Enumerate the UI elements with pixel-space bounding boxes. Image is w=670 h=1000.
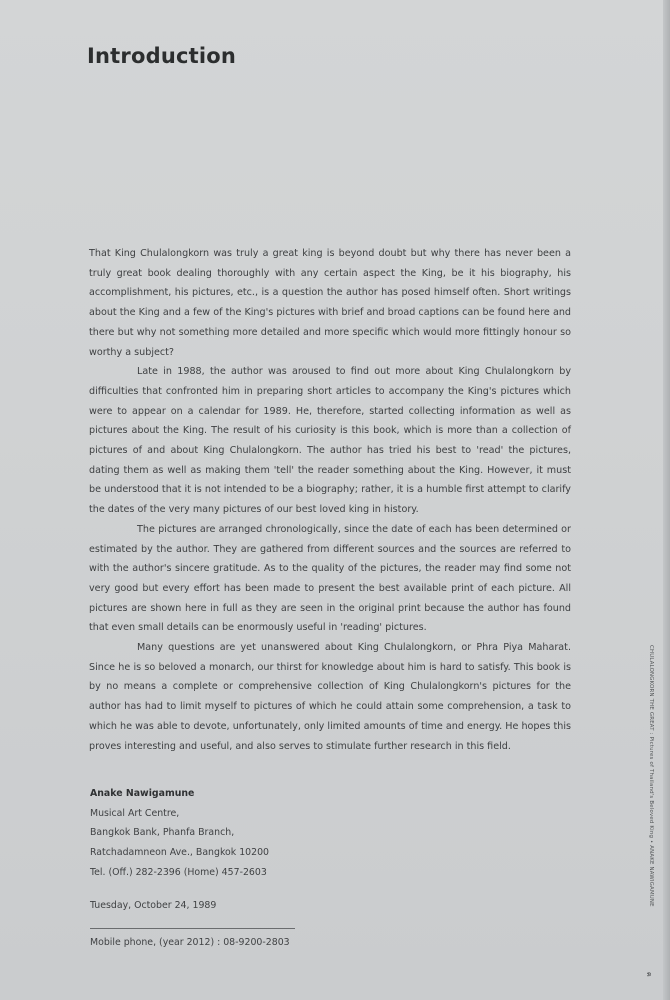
mobile-phone-line: Mobile phone, (year 2012) : 08-9200-2803 <box>90 937 290 948</box>
paragraph: The pictures are arranged chronologically, since the date of each has been determined or estimated by the author. They are gathered from different sources and the sources are referred to with the author's sincere gratitude. As to the quality of the pictures, the reader may find some not very good but every effort has been made to present the best available print of each picture. All pictures are shown here in full as they are seen in the original print because the author has found that even small details can be enormously useful in 'reading' pictures. <box>89 523 571 634</box>
author-name: Anake Nawigamune <box>90 788 195 799</box>
paragraph: That King Chulalongkorn was truly a great king is beyond doubt but why there has never been a truly great book dealing thoroughly with any certain aspect the King, be it his biography, his accomplishment, his pictures, etc., is a question the author has posed himself often. Short writings about the King and a few of the King's pictures with brief and broad captions can be found here and there but why not something more detailed and more specific which would more fittingly honour so worthy a subject? <box>89 248 571 358</box>
date-line: Tuesday, October 24, 1989 <box>90 900 217 911</box>
page-edge <box>663 0 670 1000</box>
phone-line: Tel. (Off.) 282-2396 (Home) 457-2603 <box>90 866 267 878</box>
address-line: Ratchadamneon Ave., Bangkok 10200 <box>90 847 270 859</box>
page-number: ค <box>645 972 653 977</box>
introduction-body <box>89 244 571 756</box>
divider <box>90 928 295 929</box>
page-title: Introduction <box>87 44 237 68</box>
paragraph: Many questions are yet unanswered about King Chulalongkorn, or Phra Piya Maharat. Since he is so beloved a monarch, our thirst for knowledge about him is hard to satisfy. This book is by no means a complete or comprehensive collection of King Chulalongkorn's pictures for the author has had to limit myself to pictures of which he could attain some comprehension, a task to which he was able to devote, unfortunately, only limited amounts of time and energy. He hopes this proves interesting and useful, and also serves to stimulate further research in this field. <box>89 642 571 752</box>
address-line: Bangkok Bank, Phanfa Branch, <box>90 827 235 839</box>
address-line: Musical Art Centre, <box>90 807 180 819</box>
author-signature-block <box>90 784 410 883</box>
spine-running-title: CHULALONGKORN THE GREAT : Pictures of Thailand's Beloved King • ANAKE NAWIGAMUNE <box>648 645 654 907</box>
paragraph: Late in 1988, the author was aroused to find out more about King Chulalongkorn by difficulties that confronted him in preparing short articles to accompany the King's pictures which were to appear on a calendar for 1989. He, therefore, started collecting information as well as pictures about the King. The result of his curiosity is this book, which is more than a collection of pictures of and about King Chulalongkorn. The author has tried his best to 'read' the pictures, dating them as well as making them 'tell' the reader something about the King. However, it must be understood that it is not intended to be a biography; rather, it is a humble first attempt to clarify the dates of the very many pictures of our best loved king in history. <box>89 366 571 516</box>
